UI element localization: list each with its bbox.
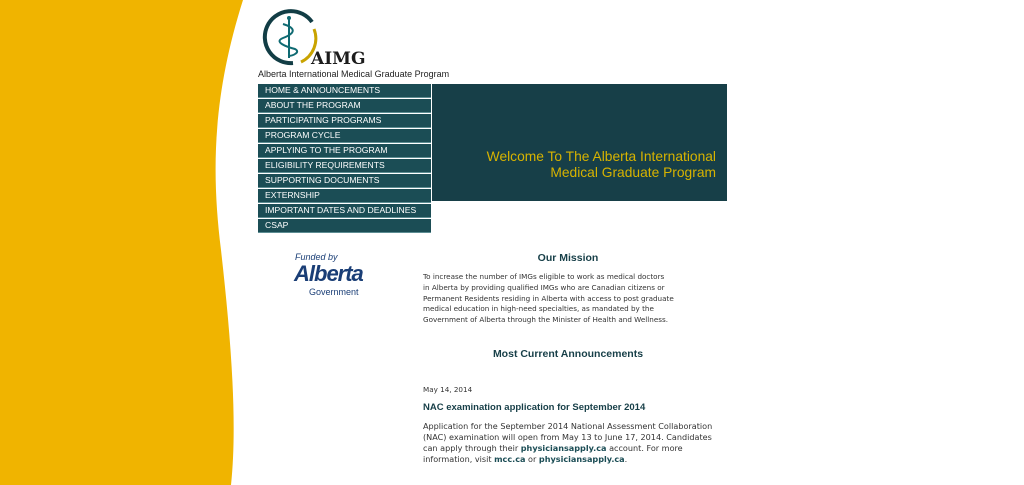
nav-item-about-the-program[interactable]: ABOUT THE PROGRAM [258,99,431,113]
mission-line: medical education in high-need specialties, as mandated by the [423,304,654,314]
nav-item-home-announcements[interactable]: HOME & ANNOUNCEMENTS [258,84,431,98]
nav-item-supporting-documents[interactable]: SUPPORTING DOCUMENTS [258,174,431,188]
main-navigation [258,84,431,234]
nav-item-participating-programs[interactable]: PARTICIPATING PROGRAMS [258,114,431,128]
logo-acronym: AIMG [311,49,366,69]
nav-item-program-cycle[interactable]: PROGRAM CYCLE [258,129,431,143]
physiciansapply-link-2[interactable]: physiciansapply.ca [538,454,625,464]
logo-subtitle: Alberta International Medical Graduate Program [258,69,450,79]
announcement-date: May 14, 2014 [423,385,473,394]
mission-title: Our Mission [537,252,599,264]
welcome-text [487,149,716,180]
announcements-title: Most Current Announcements [492,348,644,360]
welcome-line-2: Medical Graduate Program [550,164,716,180]
announcement-text: account. For more information, visit [423,443,683,464]
nav-item-applying-to-the-program[interactable]: APPLYING TO THE PROGRAM [258,144,431,158]
mission-body [423,272,713,326]
mission-line: in Alberta by providing qualified IMGs who are Canadian citizens or [423,282,665,292]
nav-item-externship[interactable]: EXTERNSHIP [258,189,431,203]
nav-item-important-dates[interactable]: IMPORTANT DATES AND DEADLINES [258,204,431,218]
mission-line: Permanent Residents residing in Alberta with access to post graduate [423,293,674,303]
mission-section [423,250,713,326]
funded-by-label: Funded by [295,252,338,262]
site-logo[interactable] [257,9,450,81]
caduceus-icon [257,9,319,69]
funded-by-block [294,252,384,302]
physiciansapply-link[interactable]: physiciansapply.ca [520,443,607,453]
announcement-text: . [624,454,628,464]
nav-item-eligibility-requirements[interactable]: ELIGIBILITY REQUIREMENTS [258,159,431,173]
alberta-government-label: Government [309,287,359,297]
announcement-text: Application for the September 2014 National Assessment Collaboration (NAC) examination will open from May 13 to June 17, 2014. Candidates can apply through their [423,421,713,453]
announcement-body [423,421,723,465]
welcome-line-1: Welcome To The Alberta International [486,149,716,164]
alberta-logo-text[interactable]: Alberta [294,261,363,286]
announcement-text: or [525,454,539,464]
welcome-banner [432,84,727,201]
announcement-headline: NAC examination application for September 2014 [423,402,646,413]
nav-item-csap[interactable]: CSAP [258,219,431,233]
mission-line: Government of Alberta through the Minister of Health and Wellness. [423,315,669,325]
mission-line: To increase the number of IMGs eligible to work as medical doctors [423,272,665,281]
mcc-link[interactable]: mcc.ca [494,454,526,464]
